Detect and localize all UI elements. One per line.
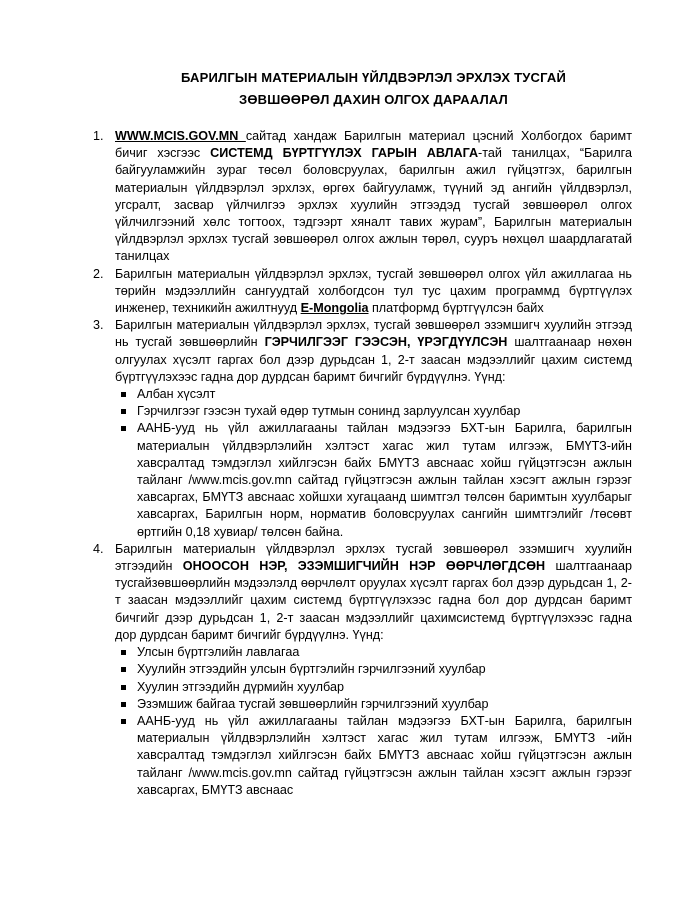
list-item-3 [93,317,632,541]
square-bullet-icon [121,650,126,655]
item-text: шалтгаанаар тусгайзөвшөөрлийн мэдээлэлд өөрчлөлт оруулах хүсэлт гаргах бол дээр дурьдсан 1, 2-т заасан мэдээллийг цахим системд бүртгүүлэхээс гадна бол дор дурдсан баримт бичгийг дээр дурьдсан 1, 2-т заасан мэдээллийг цахимсистемд бүртгүүлэхээс гадна дор дурдсан баримт бичгийг бүрдүүлнэ. Үүнд: [115,559,632,642]
item-bold-text: ОНООСОН НЭР, ЭЗЭМШИГЧИЙН НЭР ӨӨРЧЛӨГДСӨН [182,559,546,574]
list-item-1 [93,128,632,266]
item-text: сайтад хандаж Барилгын материал цэсний Холбогдох баримт бичиг хэсгээс [115,129,632,161]
title-line-1: БАРИЛГЫН МАТЕРИАЛЫН ҮЙЛДВЭРЛЭЛ ЭРХЛЭХ ТУСГАЙ [180,70,567,85]
bullet-text: Эзэмшиж байгаа тусгай зөвшөөрлийн гэрчилгээний хуулбар [137,696,489,711]
item-number: 3. [93,318,104,333]
item-text: платформд бүртгүүлсэн байх [368,301,544,316]
item-text: шалтгаанаар нөхөн олгуулах хүсэлт гаргах бол дээр дурьдсан 1, 2-т заасан мэдээллийг цахим системд бүртгүүлэхээс гадна дор дурдсан баримт бичгийг бүрдүүлнэ. Үүнд: [115,335,632,384]
list-item [137,661,632,678]
square-bullet-icon [121,409,126,414]
list-item [137,696,632,713]
list-item [137,386,632,403]
square-bullet-icon [121,392,126,397]
bullet-text: ААНБ-ууд нь үйл ажиллагааны тайлан мэдээгээ БХТ-ын Барилга, барилгын материалын үйлдвэрлэлийн хэлтэст хагас жил тутам илгээж, БМҮТЗ -ийн хавсралтад тэмдэглэл хийлгэсэн байх БМҮТЗ авснаас хойш гүйцэтгэсэн ажлын тайланг /www.mcis.gov.mn сайтад гүйцэтгэсэн ажлын тайлан хэсэгт ажлын гэрээг хавсаргах, БМҮТЗ авснаас [137,713,632,797]
bullet-text: Хуулин этгээдийн дүрмийн хуулбар [137,679,344,694]
item-number: 4. [93,541,104,556]
bullet-text: ААНБ-ууд нь үйл ажиллагааны тайлан мэдээгээ БХТ-ын Барилга, барилгын материалын үйлдвэрлэлийн хэлтэст хагас жил тутам илгээж, БМҮТЗ-ийн хавсралтад тэмдэглэл хийлгэсэн байх БМҮТЗ авснаас хойш гүйцэтгэсэн ажлын тайланг /www.mcis.gov.mn сайтад гүйцэтгэсэн ажлын тайлан хэсэгт ажлын гэрээг хавсаргах, БМҮТЗ авснаас хойшхи хугацаанд шимтгэл төлсөн баримтын хуулбарыг хавсаргах, Барилгын норм, норматив боловсруулах сангийн шимтгэлийг /төсөвт өртгийн 0,18 хувиар/ төлсөн байна. [137,421,632,539]
document-title [95,68,652,110]
requirements-list [115,386,632,541]
item-bold-text: ГЭРЧИЛГЭЭГ ГЭЭСЭН, ҮРЭГДҮҮЛСЭН [264,335,508,350]
item-number: 1. [93,129,104,143]
requirements-list [115,644,632,799]
list-item-2 [93,266,632,318]
e-mongolia-link[interactable]: E-Mongolia [300,301,369,316]
list-item [137,679,632,696]
bullet-text: Хуулийн этгээдийн улсын бүртгэлийн гэрчилгээний хуулбар [137,662,486,677]
bullet-text: Улсын бүртгэлийн лавлагаа [137,645,300,660]
square-bullet-icon [121,702,126,707]
title-line-2: ЗӨВШӨӨРӨЛ ДАХИН ОЛГОХ ДАРААЛАЛ [238,92,509,107]
square-bullet-icon [121,426,126,431]
list-item [137,644,632,661]
list-item [137,420,632,540]
square-bullet-icon [121,667,126,672]
procedure-list [93,128,632,799]
list-item [137,713,632,799]
mcis-website-link[interactable]: WWW.MCIS.GOV.MN [115,129,246,143]
square-bullet-icon [121,685,126,690]
item-bold-text: СИСТЕМД БҮРТГҮҮЛЭХ ГАРЫН АВЛАГА [210,146,479,161]
item-text: Барилгын материалын үйлдвэрлэл эрхлэх, тусгай зөвшөөрөл эзэмшигч хуулийн этгээд нь тусгай зөвшөөрлийн [115,318,632,350]
item-text: -тай танилцах, “Барилга байгууламжийн зураг төсөл боловсруулах, барилгын ажил гүйцэтгэх, барилгын материалын үйлдвэрлэл эрхлэх, өргөх байгууламж, түүний эд ангийн үйлдвэрлэл, угсралт, засвар үйлчилгээ эрхлэх хуулийн этгээдэд тусгай зөвшөөрөл олгох үйлчилгээний хөлс тогтоох, тэдгээрт хяналт тавих журам”, Барилгын материалын үйлдвэрлэл эрхлэх тусгай зөвшөөрөл олгох ажлын төрөл, сууръ нөхцөл шаардлагатай танилцах [115,146,632,264]
item-number: 2. [93,266,104,281]
bullet-text: Гэрчилгээг гээсэн тухай өдөр тутмын сонинд зарлуулсан хуулбар [137,404,521,419]
item-text: Барилгын материалын үйлдвэрлэл эрхлэх, тусгай зөвшөөрөл олгох үйл ажиллагаа нь төрийн мэдээллийн сангуудтай холбогдсон тул тус цахим программд бүртгүүлэх инженер, техникийн ажилтнууд [115,266,632,316]
item-text: Барилгын материалын үйлдвэрлэл эрхлэх тусгай зөвшөөрөл эзэмшигч хуулийн этгээдийн [115,541,632,574]
square-bullet-icon [121,719,126,724]
list-item [137,403,632,420]
bullet-text: Албан хүсэлт [137,387,216,402]
list-item-4 [93,541,632,799]
